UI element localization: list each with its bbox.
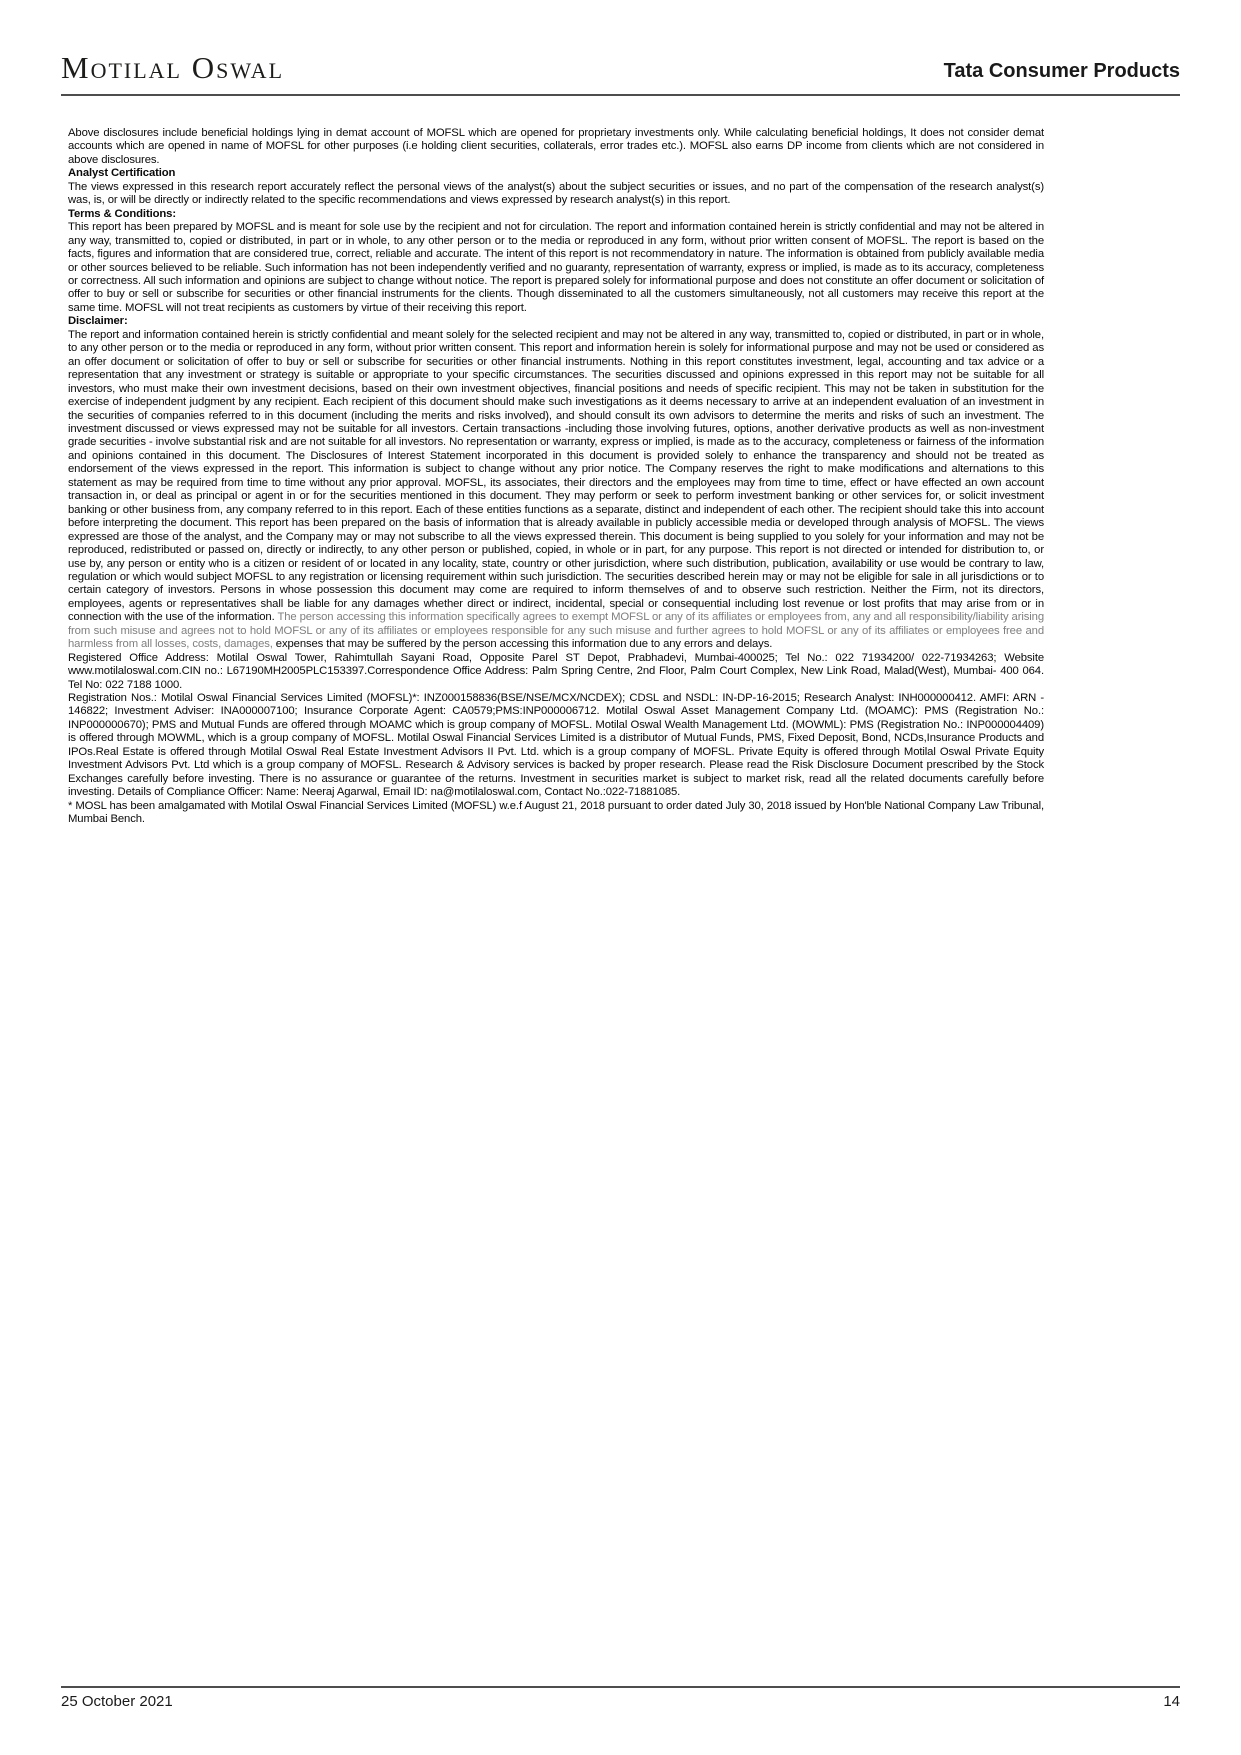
motilal-oswal-logo: Motilal Oswal — [61, 50, 285, 85]
disclaimer-text-main: The report and information contained herein is strictly confidential and meant solely for the selected recipient and may not be altered in any way, transmitted to, copied or distributed, in part or in whole, to any other person or to the media or reproduced in any form, without prior written consent. This report and information herein is solely for informational purpose and may not be used or considered as an offer document or solicitation of offer to buy or sell or subscribe for securities or other financial instruments. Nothing in this report constitutes investment, legal, accounting and tax advice or a representation that any investment or strategy is suitable or appropriate to your specific circumstances. The securities discussed and opinions expressed in this report may not be suitable for all investors, who must make their own investment decisions, based on their own investment objectives, financial positions and needs of specific recipient. This may not be taken in substitution for the exercise of independent judgment by any recipient. Each recipient of this document should make such investigations as it deems necessary to arrive at an independent evaluation of an investment in the securities of companies referred to in this document (including the merits and risks involved), and should consult its own advisors to determine the merits and risks of such an investment. The investment discussed or views expressed may not be suitable for all investors. Certain transactions -including those involving futures, options, another derivative products as well as non-investment grade securities - involve substantial risk and are not suitable for all investors. No representation or warranty, express or implied, is made as to the accuracy, completeness or fairness of the information and opinions contained in this document. The Disclosures of Interest Statement incorporated in this document is provided solely to enhance the transparency and should not be treated as endorsement of the views expressed in the report. This information is subject to change without any prior notice. The Company reserves the right to make modifications and alternations to this statement as may be required from time to time without any prior approval. MOFSL, its associates, their directors and the employees may from time to time, effect or have effected an own account transaction in, or deal as principal or agent in or for the securities mentioned in this document. They may perform or seek to perform investment banking or other services for, or solicit investment banking or other business from, any company referred to in this report. Each of these entities functions as a separate, distinct and independent of each other. The recipient should take this into account before interpreting the document. This report has been prepared on the basis of information that is already available in publicly accessible media or developed through analysis of MOFSL. The views expressed are those of the analyst, and the Company may or may not subscribe to all the views expressed therein. This document is being supplied to you solely for your information and may not be reproduced, redistributed or passed on, directly or indirectly, to any other person or published, copied, in whole or in part, for any purpose. This report is not directed or intended for distribution to, or use by, any person or entity who is a citizen or resident of or located in any locality, state, country or other jurisdiction, where such distribution, publication, availability or use would be contrary to law, regulation or which would subject MOFSL to any registration or licensing requirement within such jurisdiction. The securities described herein may or may not be eligible for sale in all jurisdictions or to certain category of investors. Persons in whose possession this document may come are required to inform themselves of and to observe such restriction. Neither the Firm, not its directors, employees, agents or representatives shall be liable for any damages whether direct or indirect, incidental, special or consequential including lost revenue or lost profits that may arise from or in connection with the use of the information. — [68, 328, 1044, 624]
disclaimer-heading: Disclaimer: — [68, 315, 128, 328]
analyst-certification-heading: Analyst Certification — [68, 167, 176, 180]
analyst-certification-paragraph: The views expressed in this research report accurately reflect the personal views of the analyst(s) about the subject securities or issues, and no part of the compensation of the research analyst(s) was, is, or will be directly or indirectly related to the specific recommendations and views expressed by research analyst(s) in this report. — [68, 180, 1044, 207]
page-footer — [61, 1686, 1180, 1710]
terms-conditions-heading: Terms & Conditions: — [68, 207, 176, 220]
disclosure-text-block — [68, 127, 1044, 827]
registered-office-paragraph: Registered Office Address: Motilal Oswal Tower, Rahimtullah Sayani Road, Opposite Parel ST Depot, Prabhadevi, Mumbai-400025; Tel No.: 022 71934200/ 022-71934263; Website www.motilaloswal.com.CIN no.: L67190MH2005PLC153397.Correspondence Office Address: Palm Spring Centre, 2nd Floor, Palm Court Complex, New Link Road, Malad(West), Mumbai- 400 064. Tel No: 022 7188 1000. — [68, 651, 1044, 691]
registration-numbers-paragraph: Registration Nos.: Motilal Oswal Financial Services Limited (MOFSL)*: INZ000158836(BSE/NSE/MCX/NCDEX); CDSL and NSDL: IN-DP-16-2015; Research Analyst: INH000000412. AMFI: ARN - 146822; Investment Adviser: INA000007100; Insurance Corporate Agent: CA0579;PMS:INP000006712. Motilal Oswal Asset Management Company Ltd. (MOAMC): PMS (Registration No.: INP000000670); PMS and Mutual Funds are offered through MOAMC which is group company of MOFSL. Motilal Oswal Wealth Management Ltd. (MOWML): PMS (Registration No.: INP000004409) is offered through MOWML, which is a group company of MOFSL. Motilal Oswal Financial Services Limited is a distributor of Mutual Funds, PMS, Fixed Deposit, Bond, NCDs,Insurance Products and IPOs.Real Estate is offered through Motilal Oswal Real Estate Investment Advisors II Pvt. Ltd. which is a group company of MOFSL. Private Equity is offered through Motilal Oswal Private Equity Investment Advisors Pvt. Ltd which is a group company of MOFSL. Research & Advisory services is backed by proper research. Please read the Risk Disclosure Document prescribed by the Stock Exchanges carefully before investing. There is no assurance or guarantee of the returns. Investment in securities market is subject to market risk, read all the related documents carefully before investing. Details of Compliance Officer: Name: Neeraj Agarwal, Email ID: na@motilaloswal.com, Contact No.:022-71881085. — [68, 692, 1044, 799]
disclaimer-text-tail: expenses that may be suffered by the person accessing this information due to any errors and delays. — [275, 638, 773, 651]
amalgamation-note-paragraph: * MOSL has been amalgamated with Motilal Oswal Financial Services Limited (MOFSL) w.e.f August 21, 2018 pursuant to order dated July 30, 2018 issued by Hon'ble National Company Law Tribunal, Mumbai Bench. — [68, 799, 1044, 826]
page-header — [61, 52, 1180, 96]
footer-page-number: 14 — [1163, 1693, 1180, 1710]
terms-conditions-paragraph: This report has been prepared by MOFSL and is meant for sole use by the recipient and not for circulation. The report and information contained herein is strictly confidential and may not be altered in any way, transmitted to, copied or distributed, in part or in whole, to any other person or to the media or reproduced in any form, without prior written consent of MOFSL. The report is based on the facts, figures and information that are considered true, correct, reliable and accurate. The intent of this report is not recommendatory in nature. The information is obtained from publicly available media or other sources believed to be reliable. Such information has not been independently verified and no guaranty, representation of warranty, express or implied, is made as to its accuracy, completeness or correctness. All such information and opinions are subject to change without notice. The report is prepared solely for informational purpose and does not constitute an offer document or solicitation of offer to buy or sell or subscribe for securities or other financial instruments for the clients. Though disseminated to all the customers simultaneously, not all customers may receive this report at the same time. MOFSL will not treat recipients as customers by virtue of their receiving this report. — [68, 221, 1044, 314]
report-title: Tata Consumer Products — [943, 60, 1180, 82]
disclaimer-text-exemption-muted: The person accessing this information specifically agrees to exempt MOFSL or any of its affiliates or employees from, any and all responsibility/liability arising from such misuse and agrees not to hold MOFSL or any of its affiliates or employees responsible for any such misuse and further agrees to hold MOFSL or any of its affiliates or employees free and harmless from all losses, costs, damages, — [68, 611, 1044, 651]
beneficial-holdings-paragraph: Above disclosures include beneficial holdings lying in demat account of MOFSL which are opened for proprietary investments only. While calculating beneficial holdings, It does not consider demat accounts which are opened in name of MOFSL for other purposes (i.e holding client securities, collaterals, error trades etc.). MOFSL also earns DP income from clients which are not considered in above disclosures. — [68, 127, 1044, 166]
disclaimer-paragraph — [68, 329, 1044, 652]
footer-date: 25 October 2021 — [61, 1693, 173, 1710]
